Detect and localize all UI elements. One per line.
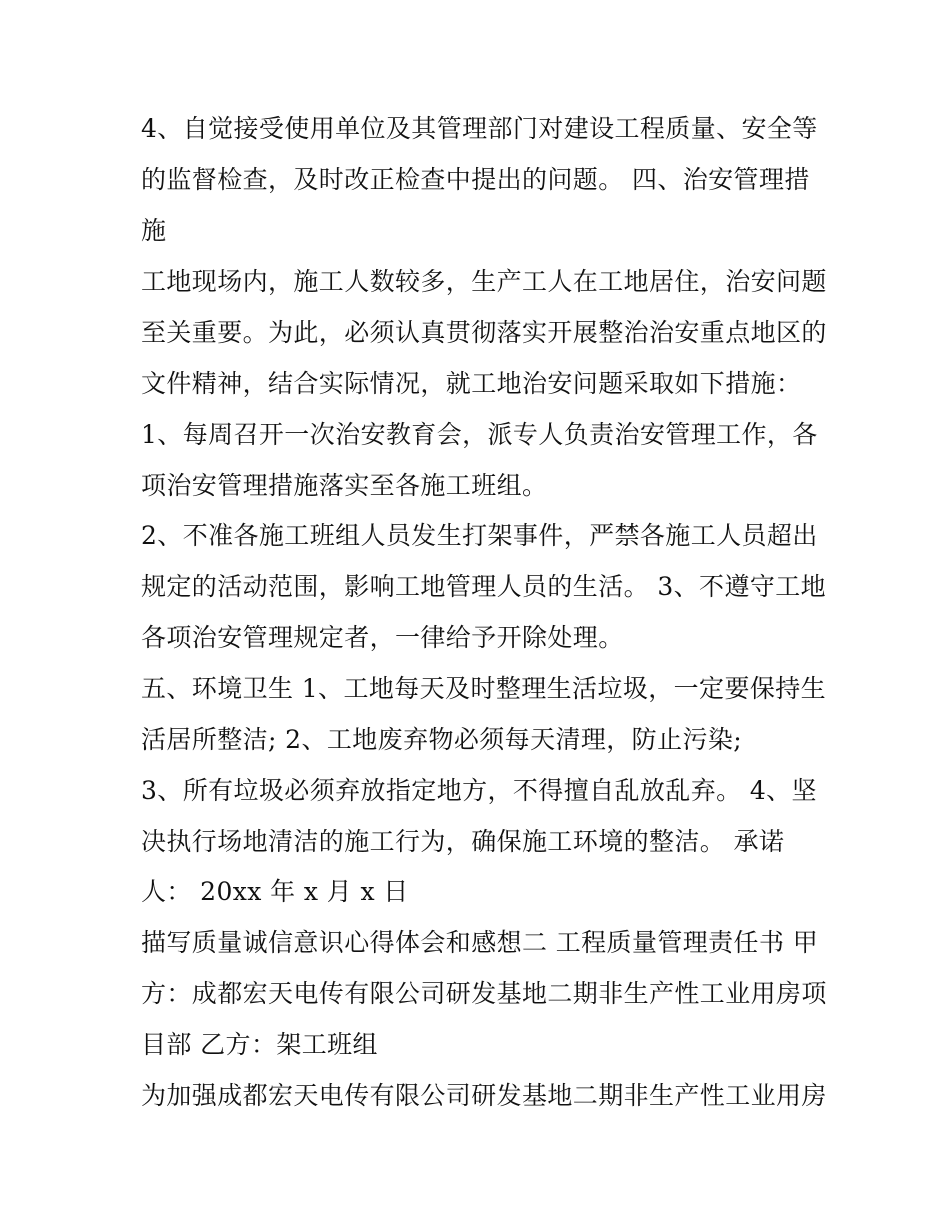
text-line: 为加强成都宏天电传有限公司研发基地二期非生产性工业用房 [141,1081,827,1110]
text-line: 描写质量诚信意识心得体会和感想二 工程质量管理责任书 甲 [141,928,819,957]
text-line: 各项治安管理规定者，一律给予开除处理。 [141,623,624,652]
text-line: 2、不准各施工班组人员发生打架事件，严禁各施工人员超出 [141,521,818,550]
text-line: 决执行场地清洁的施工行为，确保施工环境的整洁。 承诺 [141,827,785,856]
text-line: 活居所整洁; 2、工地废弃物必须每天清理，防止污染; [141,725,743,754]
text-line: 人： 20xx 年 x 月 x 日 [141,877,409,906]
text-line: 目部 乙方：架工班组 [141,1030,378,1059]
text-line: 施 [141,216,167,245]
text-line: 方：成都宏天电传有限公司研发基地二期非生产性工业用房项 [141,979,827,1008]
text-line: 项治安管理措施落实至各施工班组。 [141,471,548,500]
text-line: 工地现场内，施工人数较多，生产工人在工地居住，治安问题 [141,267,827,296]
text-line: 3、所有垃圾必须弃放指定地方，不得擅自乱放乱弃。 4、坚 [141,776,817,805]
text-line: 4、自觉接受使用单位及其管理部门对建设工程质量、安全等 [141,114,818,143]
text-line: 五、环境卫生 1、工地每天及时整理生活垃圾，一定要保持生 [141,674,827,703]
text-line: 文件精神，结合实际情况，就工地治安问题采取如下措施： [141,369,802,398]
text-line: 1、每周召开一次治安教育会，派专人负责治安管理工作，各 [141,420,818,449]
text-line: 至关重要。为此，必须认真贯彻落实开展整治治安重点地区的 [141,318,827,347]
text-line: 规定的活动范围，影响工地管理人员的生活。 3、不遵守工地 [141,572,827,601]
text-line: 的监督检查，及时改正检查中提出的问题。 四、治安管理措 [141,165,810,194]
